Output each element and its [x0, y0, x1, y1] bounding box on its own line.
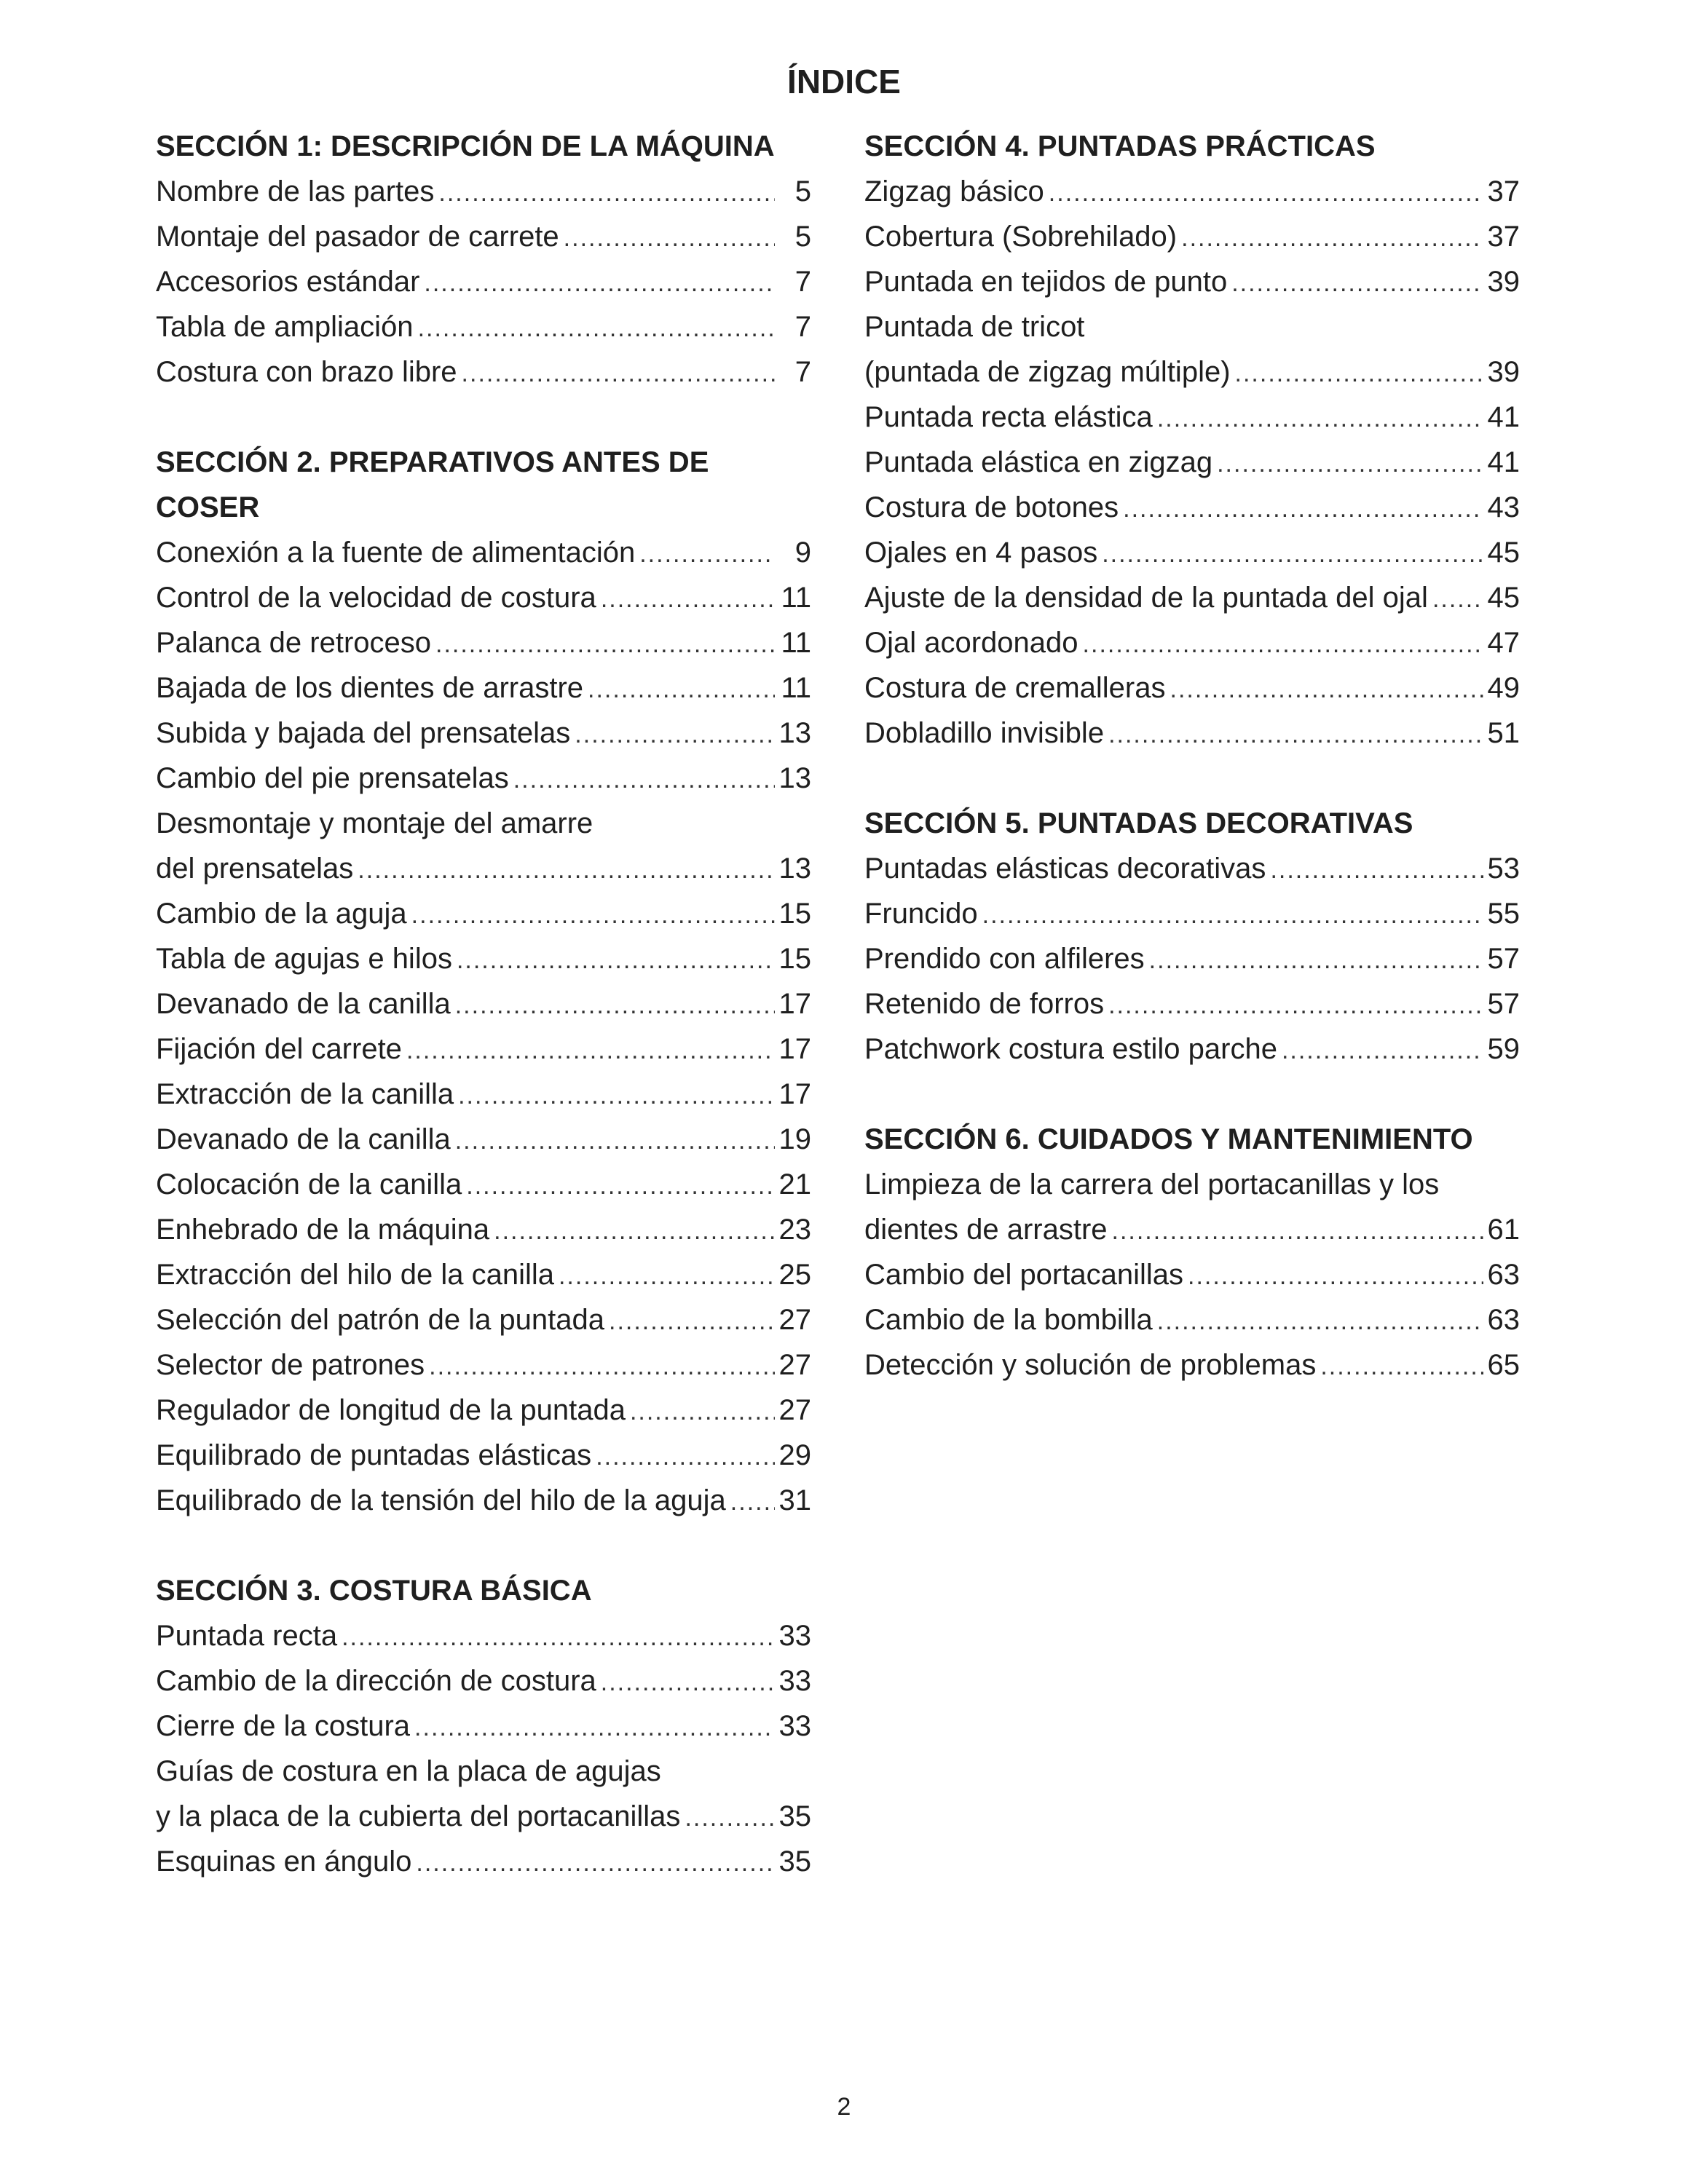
dot-leader: [513, 757, 775, 802]
toc-entry-title: Costura con brazo libre: [156, 356, 457, 388]
toc-entry: [156, 530, 811, 575]
toc-entry-page: 55: [1487, 898, 1520, 930]
toc-entry-title: Nombre de las partes: [156, 175, 435, 207]
dot-leader: [455, 1118, 775, 1163]
dot-leader: [1108, 983, 1483, 1028]
toc-entry-title: Montaje del pasador de carrete: [156, 221, 559, 253]
toc-entry-title: (puntada de zigzag múltiple): [864, 356, 1231, 388]
dot-leader: [601, 1660, 775, 1705]
dot-leader: [429, 1344, 774, 1389]
toc-entry-title: Devanado de la canilla: [156, 988, 451, 1020]
toc-entry-page: 63: [1487, 1259, 1520, 1291]
toc-entry: [156, 846, 811, 891]
toc-entry-title: Puntada elástica en zigzag: [864, 446, 1213, 478]
toc-entry: [156, 259, 811, 304]
dot-leader: [462, 351, 775, 396]
toc-entry: [156, 891, 811, 936]
toc-entry-page: 11: [781, 627, 811, 659]
toc-entry: [864, 395, 1520, 440]
dot-leader: [1270, 847, 1483, 893]
toc-entry: [864, 846, 1520, 891]
toc-entry-lead: Desmontaje y montaje del amarre: [156, 807, 593, 839]
toc-entry: [156, 981, 811, 1026]
toc-entry-title: Colocación de la canilla: [156, 1168, 462, 1200]
toc-entry-title: Puntada recta: [156, 1620, 338, 1652]
toc-entry-page: 13: [778, 852, 811, 885]
dot-leader: [1149, 938, 1483, 983]
toc-entry: [864, 891, 1520, 936]
dot-leader: [564, 215, 775, 261]
toc-entry-title: Fijación del carrete: [156, 1033, 402, 1065]
toc-entry-page: 13: [778, 762, 811, 794]
toc-entry-page: 41: [1487, 401, 1520, 433]
toc-left-column: [156, 124, 811, 1929]
dot-leader: [609, 1299, 774, 1344]
toc-entry-page: 41: [1487, 446, 1520, 478]
toc-entry-page: 43: [1487, 491, 1520, 523]
dot-leader: [406, 1028, 775, 1073]
dot-leader: [1188, 1254, 1483, 1299]
toc-section: [864, 1117, 1520, 1388]
toc-entry-title: Tabla de agujas e hilos: [156, 943, 452, 975]
toc-entry: [156, 349, 811, 395]
dot-leader: [416, 1840, 774, 1886]
toc-entry-title: Cierre de la costura: [156, 1710, 411, 1742]
toc-entry-title: del prensatelas: [156, 852, 354, 885]
toc-entry-page: 33: [778, 1710, 811, 1742]
toc-entry-title: Conexión a la fuente de alimentación: [156, 537, 636, 569]
dot-leader: [588, 667, 775, 712]
toc-entry-title: Subida y bajada del prensatelas: [156, 717, 571, 749]
toc-entry-title: Tabla de ampliación: [156, 311, 414, 343]
toc-entry: [156, 1704, 811, 1749]
toc-entry-page: 11: [781, 672, 811, 704]
toc-entry-title: Equilibrado de la tensión del hilo de la aguja: [156, 1484, 726, 1516]
toc-entry-page: 51: [1487, 717, 1520, 749]
dot-leader: [982, 893, 1483, 938]
toc-entry-page: 39: [1487, 356, 1520, 388]
toc-entry-lead: Limpieza de la carrera del portacanillas y los: [864, 1168, 1440, 1200]
toc-entry-page: 23: [778, 1214, 811, 1246]
dot-leader: [1049, 170, 1483, 215]
toc-entry-page: 11: [781, 582, 811, 614]
toc-entry: [864, 214, 1520, 259]
toc-entry-title: Costura de cremalleras: [864, 672, 1166, 704]
dot-leader: [457, 938, 775, 983]
toc-entry-page: 27: [778, 1304, 811, 1336]
toc-entry-title: Cambio de la dirección de costura: [156, 1665, 596, 1697]
toc-entry-page: 5: [794, 221, 811, 253]
dot-leader: [1235, 351, 1483, 396]
section-heading: SECCIÓN 6. CUIDADOS Y MANTENIMIENTO: [864, 1123, 1473, 1155]
toc-entry: [156, 1117, 811, 1162]
toc-entry-page: 27: [778, 1349, 811, 1381]
dot-leader: [1282, 1028, 1483, 1073]
toc-entry-page: 19: [778, 1123, 811, 1155]
toc-entry: [156, 304, 811, 349]
toc-entry: [864, 349, 1520, 395]
dot-leader: [358, 847, 774, 893]
dot-leader: [630, 1389, 775, 1434]
toc-right-column: [864, 124, 1520, 1433]
dot-leader: [1170, 667, 1483, 712]
dot-leader: [1320, 1344, 1483, 1389]
toc-entry: [864, 665, 1520, 711]
toc-entry: [864, 1342, 1520, 1388]
page-title: ÍNDICE: [787, 63, 901, 100]
toc-entry: [156, 1342, 811, 1388]
dot-leader: [1432, 577, 1483, 622]
section-heading: SECCIÓN 2. PREPARATIVOS ANTES DE COSER: [156, 446, 709, 523]
dot-leader: [1102, 531, 1483, 577]
toc-entry: [864, 440, 1520, 485]
dot-leader: [596, 1434, 774, 1479]
dot-leader: [685, 1795, 774, 1840]
dot-leader: [601, 577, 775, 622]
dot-leader: [1157, 1299, 1483, 1344]
toc-entry-page: 49: [1487, 672, 1520, 704]
toc-entry-title: Puntada en tejidos de punto: [864, 266, 1228, 298]
toc-entry-page: 35: [778, 1800, 811, 1832]
toc-entry-title: Control de la velocidad de costura: [156, 582, 596, 614]
toc-entry-title: Accesorios estándar: [156, 266, 420, 298]
toc-entry-page: 59: [1487, 1033, 1520, 1065]
toc-entry: [156, 936, 811, 981]
toc-entry: [156, 1162, 811, 1207]
toc-entry-title: Cambio del pie prensatelas: [156, 762, 509, 794]
toc-entry-page: 7: [794, 311, 811, 343]
toc-entry: [156, 1658, 811, 1704]
toc-entry-page: 45: [1487, 537, 1520, 569]
dot-leader: [414, 1705, 774, 1750]
toc-entry: [156, 575, 811, 620]
toc-entry: [156, 1433, 811, 1478]
section-heading: SECCIÓN 1: DESCRIPCIÓN DE LA MÁQUINA: [156, 130, 775, 162]
toc-section: [864, 801, 1520, 1072]
toc-entry: [156, 1839, 811, 1884]
toc-entry-title: Esquinas en ángulo: [156, 1845, 412, 1878]
toc-entry-page: 13: [778, 717, 811, 749]
toc-entry: [864, 530, 1520, 575]
page-number: 2: [837, 2093, 851, 2121]
toc-entry-page: 7: [794, 356, 811, 388]
dot-leader: [1231, 261, 1483, 306]
toc-entry-page: 39: [1487, 266, 1520, 298]
toc-entry-page: 33: [778, 1620, 811, 1652]
toc-section: [156, 124, 811, 395]
toc-entry-title: Fruncido: [864, 898, 978, 930]
toc-entry-page: 65: [1487, 1349, 1520, 1381]
toc-entry-page: 63: [1487, 1304, 1520, 1336]
toc-entry-title: Cambio de la bombilla: [864, 1304, 1153, 1336]
toc-entry-page: 33: [778, 1665, 811, 1697]
toc-entry-title: Puntadas elásticas decorativas: [864, 852, 1266, 885]
dot-leader: [342, 1615, 774, 1660]
toc-entry: [156, 1026, 811, 1072]
toc-entry-title: Dobladillo invisible: [864, 717, 1105, 749]
toc-entry: [156, 1478, 811, 1523]
section-heading: SECCIÓN 5. PUNTADAS DECORATIVAS: [864, 807, 1413, 839]
dot-leader: [1123, 486, 1483, 531]
dot-leader: [1217, 441, 1483, 486]
toc-entry-lead: Puntada de tricot: [864, 311, 1085, 343]
dot-leader: [575, 712, 774, 757]
toc-entry: [864, 1207, 1520, 1252]
toc-entry-title: Bajada de los dientes de arrastre: [156, 672, 584, 704]
toc-entry-title: Enhebrado de la máquina: [156, 1214, 490, 1246]
toc-entry-title: Zigzag básico: [864, 175, 1044, 207]
toc-entry: [864, 169, 1520, 214]
toc-entry: [156, 1613, 811, 1658]
toc-entry-page: 45: [1487, 582, 1520, 614]
dot-leader: [455, 983, 775, 1028]
toc-entry-page: 27: [778, 1394, 811, 1426]
section-heading: SECCIÓN 3. COSTURA BÁSICA: [156, 1575, 592, 1607]
toc-entry: [156, 1297, 811, 1342]
toc-entry-page: 5: [794, 175, 811, 207]
toc-entry-title: Cambio de la aguja: [156, 898, 407, 930]
toc-entry-title: Regulador de longitud de la puntada: [156, 1394, 626, 1426]
dot-leader: [411, 893, 775, 938]
toc-section: [864, 124, 1520, 756]
toc-entry-title: Extracción de la canilla: [156, 1078, 454, 1110]
toc-entry: [156, 1207, 811, 1252]
toc-entry-page: 37: [1487, 221, 1520, 253]
toc-entry-page: 9: [794, 537, 811, 569]
toc-entry: [156, 1072, 811, 1117]
dot-leader: [494, 1208, 774, 1254]
toc-entry-page: 35: [778, 1845, 811, 1878]
toc-entry: [156, 665, 811, 711]
dot-leader: [1108, 712, 1483, 757]
dot-leader: [458, 1073, 774, 1118]
toc-entry-page: 7: [794, 266, 811, 298]
dot-leader: [418, 306, 775, 351]
toc-entry-page: 37: [1487, 175, 1520, 207]
toc-entry-title: Extracción del hilo de la canilla: [156, 1259, 554, 1291]
dot-leader: [1181, 215, 1483, 261]
dot-leader: [466, 1163, 774, 1208]
toc-entry: [156, 1252, 811, 1297]
toc-entry-page: 17: [778, 988, 811, 1020]
dot-leader: [424, 261, 775, 306]
toc-entry-title: Equilibrado de puntadas elásticas: [156, 1439, 592, 1471]
toc-entry-title: Detección y solución de problemas: [864, 1349, 1317, 1381]
toc-entry: [156, 620, 811, 665]
toc-entry-title: Ajuste de la densidad de la puntada del ojal: [864, 582, 1428, 614]
toc-entry-page: 29: [778, 1439, 811, 1471]
dot-leader: [1112, 1208, 1483, 1254]
toc-entry-title: Ojal acordonado: [864, 627, 1078, 659]
toc-section: [156, 440, 811, 1523]
toc-entry-page: 17: [778, 1033, 811, 1065]
toc-entry-title: Prendido con alfileres: [864, 943, 1145, 975]
toc-entry: [864, 711, 1520, 756]
toc-entry-title: Selección del patrón de la puntada: [156, 1304, 605, 1336]
toc-entry: [864, 1026, 1520, 1072]
toc-entry: [864, 1297, 1520, 1342]
dot-leader: [559, 1254, 775, 1299]
toc-entry-title: y la placa de la cubierta del portacanillas: [156, 1800, 681, 1832]
toc-entry-page: 15: [778, 943, 811, 975]
toc-section: [156, 1568, 811, 1884]
toc-entry: [156, 756, 811, 801]
toc-entry-title: dientes de arrastre: [864, 1214, 1108, 1246]
toc-entry-title: Palanca de retroceso: [156, 627, 432, 659]
toc-entry-page: 31: [778, 1484, 811, 1516]
toc-entry-title: Ojales en 4 pasos: [864, 537, 1098, 569]
toc-entry: [864, 981, 1520, 1026]
toc-entry-page: 17: [778, 1078, 811, 1110]
toc-entry-title: Cobertura (Sobrehilado): [864, 221, 1178, 253]
toc-entry-title: Costura de botones: [864, 491, 1119, 523]
toc-entry-page: 61: [1487, 1214, 1520, 1246]
dot-leader: [639, 531, 775, 577]
toc-entry: [156, 1388, 811, 1433]
dot-leader: [1083, 622, 1483, 667]
toc-entry: [156, 214, 811, 259]
toc-entry: [864, 620, 1520, 665]
toc-entry-title: Devanado de la canilla: [156, 1123, 451, 1155]
toc-entry-page: 57: [1487, 988, 1520, 1020]
toc-entry-title: Puntada recta elástica: [864, 401, 1153, 433]
dot-leader: [438, 170, 775, 215]
toc-entry: [864, 936, 1520, 981]
toc-entry: [864, 259, 1520, 304]
dot-leader: [730, 1479, 775, 1524]
toc-entry: [864, 1252, 1520, 1297]
toc-entry: [156, 1794, 811, 1839]
toc-entry: [864, 575, 1520, 620]
toc-entry: [156, 169, 811, 214]
toc-entry-page: 15: [778, 898, 811, 930]
toc-entry: [864, 485, 1520, 530]
section-heading: SECCIÓN 4. PUNTADAS PRÁCTICAS: [864, 130, 1376, 162]
dot-leader: [435, 622, 775, 667]
toc-entry-page: 21: [778, 1168, 811, 1200]
toc-entry-title: Selector de patrones: [156, 1349, 425, 1381]
toc-entry-lead: Guías de costura en la placa de agujas: [156, 1755, 661, 1787]
toc-entry: [156, 711, 811, 756]
toc-entry-page: 25: [778, 1259, 811, 1291]
toc-entry-title: Retenido de forros: [864, 988, 1105, 1020]
toc-entry-page: 53: [1487, 852, 1520, 885]
toc-entry-title: Patchwork costura estilo parche: [864, 1033, 1277, 1065]
toc-entry-title: Cambio del portacanillas: [864, 1259, 1184, 1291]
toc-entry-page: 57: [1487, 943, 1520, 975]
toc-entry-page: 47: [1487, 627, 1520, 659]
dot-leader: [1157, 396, 1483, 441]
